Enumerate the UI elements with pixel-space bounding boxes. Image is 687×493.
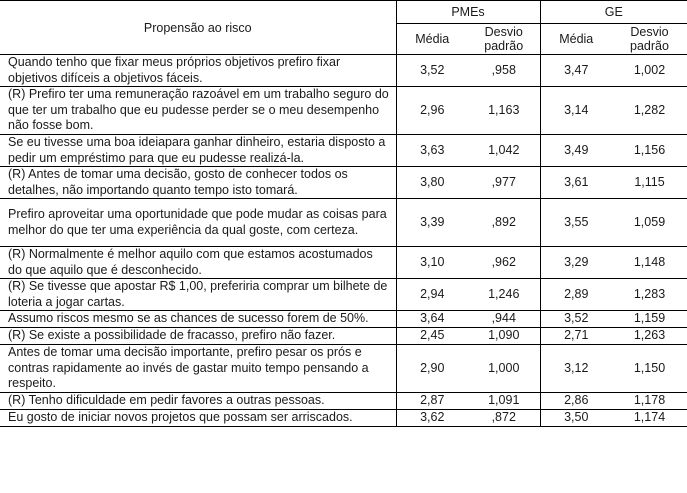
pmes-desvio-cell: ,962 — [468, 247, 540, 279]
pmes-desvio-header: Desvio padrão — [468, 24, 540, 55]
item-text: (R) Antes de tomar uma decisão, gosto de conhecer todos os detalhes, não importando quanto tempo isto tomará. — [0, 167, 396, 199]
table-row — [0, 135, 687, 167]
item-text: Quando tenho que fixar meus próprios objetivos prefiro fixar objetivos difíceis a objetivos fáceis. — [0, 55, 396, 87]
ge-desvio-cell: 1,148 — [612, 247, 687, 279]
item-text: Eu gosto de iniciar novos projetos que possam ser arriscados. — [0, 410, 396, 427]
ge-desvio-cell: 1,150 — [612, 345, 687, 393]
table-row — [0, 410, 687, 427]
pmes-desvio-cell: 1,042 — [468, 135, 540, 167]
pmes-media-header: Média — [396, 24, 468, 55]
ge-desvio-cell: 1,178 — [612, 393, 687, 410]
item-text: Prefiro aproveitar uma oportunidade que pode mudar as coisas para melhor do que ter uma experiência da qual goste, com certeza. — [0, 199, 396, 247]
table-row — [0, 328, 687, 345]
pmes-desvio-cell: 1,091 — [468, 393, 540, 410]
pmes-media-cell: 3,62 — [396, 410, 468, 427]
ge-media-cell: 3,47 — [540, 55, 612, 87]
ge-desvio-cell: 1,002 — [612, 55, 687, 87]
pmes-media-cell: 2,94 — [396, 279, 468, 311]
pmes-media-cell: 3,52 — [396, 55, 468, 87]
pmes-desvio-cell: ,872 — [468, 410, 540, 427]
ge-desvio-header: Desvio padrão — [612, 24, 687, 55]
ge-media-cell: 3,29 — [540, 247, 612, 279]
ge-desvio-cell: 1,283 — [612, 279, 687, 311]
pmes-media-cell: 3,80 — [396, 167, 468, 199]
ge-media-cell: 2,86 — [540, 393, 612, 410]
ge-desvio-cell: 1,115 — [612, 167, 687, 199]
ge-desvio-cell: 1,159 — [612, 311, 687, 328]
pmes-desvio-cell: ,892 — [468, 199, 540, 247]
ge-desvio-cell: 1,059 — [612, 199, 687, 247]
ge-desvio-cell: 1,174 — [612, 410, 687, 427]
table-row — [0, 247, 687, 279]
pmes-desvio-cell: ,958 — [468, 55, 540, 87]
propensao-header: Propensão ao risco — [0, 1, 396, 55]
item-text: (R) Se existe a possibilidade de fracasso, prefiro não fazer. — [0, 328, 396, 345]
table-row — [0, 345, 687, 393]
ge-media-cell: 3,50 — [540, 410, 612, 427]
ge-media-cell: 3,52 — [540, 311, 612, 328]
table-row — [0, 279, 687, 311]
pmes-media-cell: 2,96 — [396, 87, 468, 135]
item-text: (R) Se tivesse que apostar R$ 1,00, preferiria comprar um bilhete de loteria a jogar cartas. — [0, 279, 396, 311]
pmes-desvio-cell: ,944 — [468, 311, 540, 328]
item-text: Antes de tomar uma decisão importante, prefiro pesar os prós e contras rapidamente ao invés de gastar muito tempo pensando a respeito. — [0, 345, 396, 393]
pmes-media-cell: 2,87 — [396, 393, 468, 410]
pmes-desvio-cell: 1,163 — [468, 87, 540, 135]
table-row — [0, 87, 687, 135]
ge-desvio-cell: 1,156 — [612, 135, 687, 167]
ge-media-cell: 3,55 — [540, 199, 612, 247]
item-text: (R) Tenho dificuldade em pedir favores a outras pessoas. — [0, 393, 396, 410]
table-row — [0, 167, 687, 199]
ge-desvio-cell: 1,282 — [612, 87, 687, 135]
pmes-desvio-cell: 1,246 — [468, 279, 540, 311]
pmes-media-cell: 3,64 — [396, 311, 468, 328]
pmes-media-cell: 3,39 — [396, 199, 468, 247]
ge-media-cell: 3,14 — [540, 87, 612, 135]
pmes-media-cell: 3,10 — [396, 247, 468, 279]
table-row — [0, 311, 687, 328]
pmes-media-cell: 2,45 — [396, 328, 468, 345]
pmes-desvio-cell: 1,000 — [468, 345, 540, 393]
ge-media-cell: 3,12 — [540, 345, 612, 393]
table-row — [0, 393, 687, 410]
ge-media-cell: 2,89 — [540, 279, 612, 311]
ge-desvio-cell: 1,263 — [612, 328, 687, 345]
item-text: (R) Prefiro ter uma remuneração razoável em um trabalho seguro do que ter um trabalho que eu pudesse perder se o meu desempenho não fosse bom. — [0, 87, 396, 135]
table-row — [0, 199, 687, 247]
ge-media-cell: 3,49 — [540, 135, 612, 167]
pmes-group-header: PMEs — [396, 1, 540, 24]
pmes-media-cell: 3,63 — [396, 135, 468, 167]
ge-media-header: Média — [540, 24, 612, 55]
pmes-desvio-cell: 1,090 — [468, 328, 540, 345]
table-row — [0, 55, 687, 87]
ge-media-cell: 2,71 — [540, 328, 612, 345]
item-text: (R) Normalmente é melhor aquilo com que estamos acostumados do que aquilo que é desconhecido. — [0, 247, 396, 279]
item-text: Se eu tivesse uma boa ideiapara ganhar dinheiro, estaria disposto a pedir um empréstimo para que eu pudesse realizá-la. — [0, 135, 396, 167]
pmes-desvio-cell: ,977 — [468, 167, 540, 199]
item-text: Assumo riscos mesmo se as chances de sucesso forem de 50%. — [0, 311, 396, 328]
ge-media-cell: 3,61 — [540, 167, 612, 199]
pmes-media-cell: 2,90 — [396, 345, 468, 393]
ge-group-header: GE — [540, 1, 687, 24]
